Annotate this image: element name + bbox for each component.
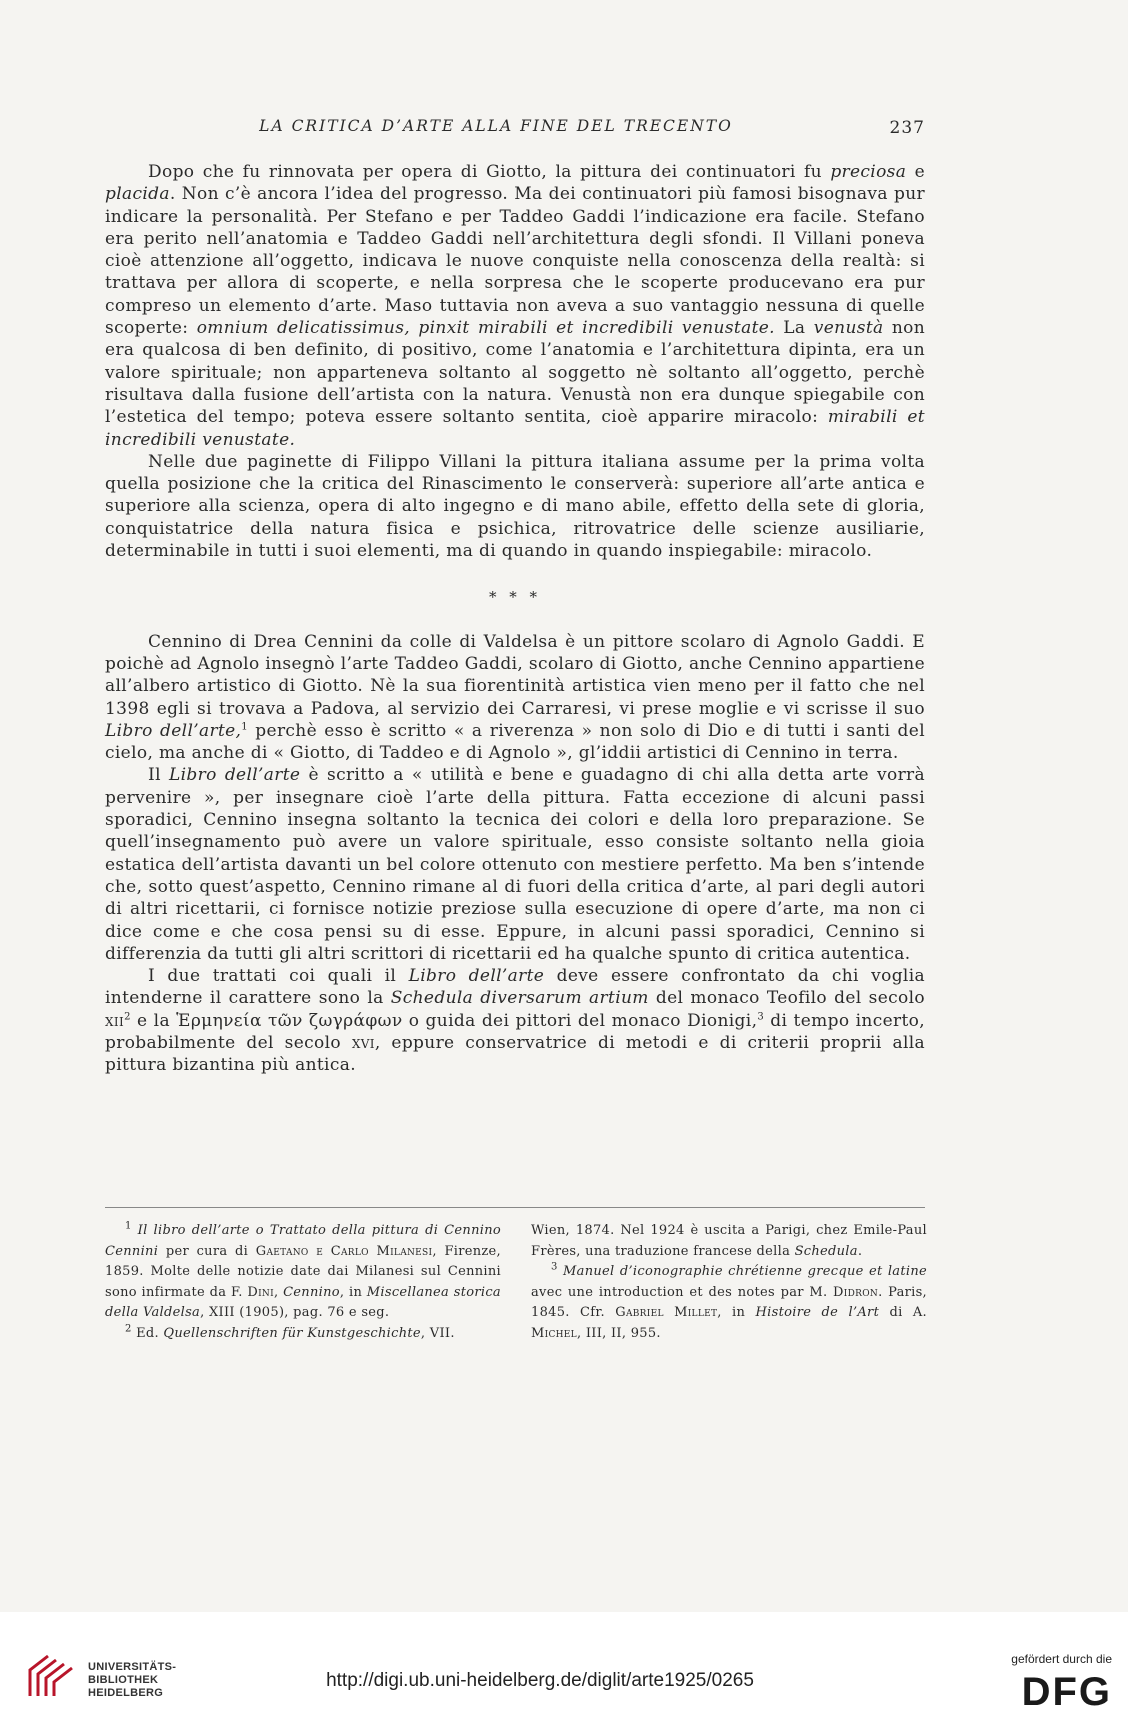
footnote-3: $^3$ Manuel d’iconographie chrétienne grecque et latine avec une introduction et des notes par M. Didron. Paris, 1845. Cfr. Gabriel Millet, in Histoire de l’Art di A. Michel, III, II, 955. bbox=[531, 1261, 927, 1341]
paragraph-1: Dopo che fu rinnovata per opera di Giotto, la pittura dei continuatori fu preciosa e placida. Non c’è ancora l’idea del progresso. Ma dei continuatori più famosi bisognava pur indicare la personalità. Per Stefano e per Taddeo Gaddi l’indicazione era facile. Stefano era perito nell’anatomia e Taddeo Gaddi nell’architettura degli sfondi. Il Villani poneva cioè attenzione all’oggetto, indicava le nuove conquiste nella conoscenza della realtà: si trattava per allora di scoperte, e nella sorpresa che le scoperte producevano era pur compreso un elemento d’arte. Maso tuttavia non aveva a suo vantaggio nessuna di quelle scoperte: omnium delicatissimus, pinxit mirabili et incredibili venustate. La venustà non era qualcosa di ben definito, di positivo, come l’anatomia e l’architettura dipinta, era un valore spirituale; non apparteneva soltanto al soggetto nè soltanto all’oggetto, perchè risultava dalla fusione dell’artista con la natura. Venustà non era dunque spiegabile con l’estetica del tempo; poteva essere soltanto sentita, cioè apparire miracolo: mirabili et incredibili venustate. bbox=[105, 162, 926, 450]
section-break: * * * bbox=[488, 588, 542, 607]
footnote-2: $^2$ Ed. Quellenschriften für Kunstgeschichte, VII. bbox=[125, 1323, 455, 1341]
paragraph-2: Nelle due paginette di Filippo Villani la pittura italiana assume per la prima volta quella posizione che la critica del Rinascimento le conserverà: superiore all’arte antica e superiore alla scienza, opera di alto ingegno e di mano abile, effetto della sete di gloria, conquistatrice della natura fisica e psichica, ritrovatrice delle scienze ausiliarie, determinabile in tutti i suoi elementi, ma di quando in quando inspiegabile: miracolo. bbox=[105, 451, 925, 562]
running-head bbox=[105, 117, 925, 143]
footnote-1: $^1$ Il libro dell’arte o Trattato della pittura di Cennino Cennini per cura di Gaetano e Carlo Milanesi, Firenze, 1859. Molte delle notizie date dai Milanesi sul Cennini sono infirmate da F. Dini, Cennino, in Miscellanea storica della Valdelsa, XIII (1905), pag. 76 e seg. bbox=[105, 1220, 501, 1320]
paragraph-5: I due trattati coi quali il Libro dell’arte deve essere confrontato da chi voglia intenderne il carattere sono la Schedula diversarum artium del monaco Teofilo del secolo xii$^2$ e la Ἑρμηνεία τῶν ζωγράφων o guida dei pittori del monaco Dionigi,$^3$ di tempo incerto, probabilmente del secolo xvi, eppure conservatrice di metodi e di criterii proprii alla pittura bizantina più antica. bbox=[105, 966, 926, 1076]
paragraph-4: Il Libro dell’arte è scritto a « utilità e bene e guadagno di chi alla detta arte vorrà pervenire », per insegnare cioè l’arte della pittura. Fatta eccezione di alcuni passi sporadici, Cennino insegna soltanto la tecnica dei colori e della loro preparazione. Se quell’insegnamento può avere un valore spirituale, esso consiste soltanto nella gioia estatica dell’artista davanti un bel colore ottenuto con mestiere perfetto. Ma ben s’intende che, sotto quest’aspetto, Cennino rimane al di fuori della critica d’arte, al pari degli autori di altri ricettarii, ci fornisce notizie preziose sulla esecuzione di opere d’arte, ma non ci dice come e che cosa pensi su di esse. Eppure, in alcuni passi sporadici, Cennino si differenzia da tutti gli altri scrittori di ricettarii ed ha qualche spunto di critica autentica. bbox=[105, 765, 926, 964]
permalink-url[interactable]: http://digi.ub.uni-heidelberg.de/diglit/arte1925/0265 bbox=[326, 1670, 754, 1691]
footnote-ref-1: 1 bbox=[241, 721, 249, 733]
university-library-name: UNIVERSITÄTS- BIBLIOTHEK HEIDELBERG bbox=[88, 1661, 177, 1699]
main-text bbox=[105, 161, 925, 1077]
footnote-ref-3: 3 bbox=[757, 1011, 765, 1023]
footnote-2-continued: Wien, 1874. Nel 1924 è uscita a Parigi, chez Emile-Paul Frères, una traduzione francese della Schedula. bbox=[531, 1223, 927, 1259]
university-library-logo-icon bbox=[26, 1652, 78, 1700]
dfg-logo-icon bbox=[992, 1672, 1112, 1708]
digitization-banner bbox=[0, 1612, 1128, 1725]
paragraph-3: Cennino di Drea Cennini da colle di Valdelsa è un pittore scolaro di Agnolo Gaddi. E poichè ad Agnolo insegnò l’arte Taddeo Gaddi, scolaro di Giotto, anche Cennino appartiene all’albero artistico di Giotto. Nè la sua fiorentinità artistica vien meno per il fatto che nel 1398 egli si trovava a Padova, al servizio dei Carraresi, vi prese moglie e vi scrisse il suo Libro dell’arte,$^1$ perchè esso è scritto « a riverenza » non solo di Dio e di tutti i santi del cielo, ma anche di « Giotto, di Taddeo e di Agnolo », gl’iddii artistici di Cennino in terra. bbox=[105, 631, 925, 764]
footnotes-left-column bbox=[105, 1221, 501, 1344]
sponsor-label: gefördert durch die bbox=[1011, 1652, 1112, 1666]
footnote-rule bbox=[105, 1207, 925, 1208]
footnote-ref-2: 2 bbox=[124, 1011, 131, 1023]
footnotes-right-column bbox=[531, 1221, 927, 1344]
running-title: LA CRITICA D’ARTE ALLA FINE DEL TRECENTO bbox=[259, 117, 733, 135]
dfg-logo-text: DFG bbox=[1021, 1672, 1112, 1708]
page-number: 237 bbox=[889, 118, 925, 138]
